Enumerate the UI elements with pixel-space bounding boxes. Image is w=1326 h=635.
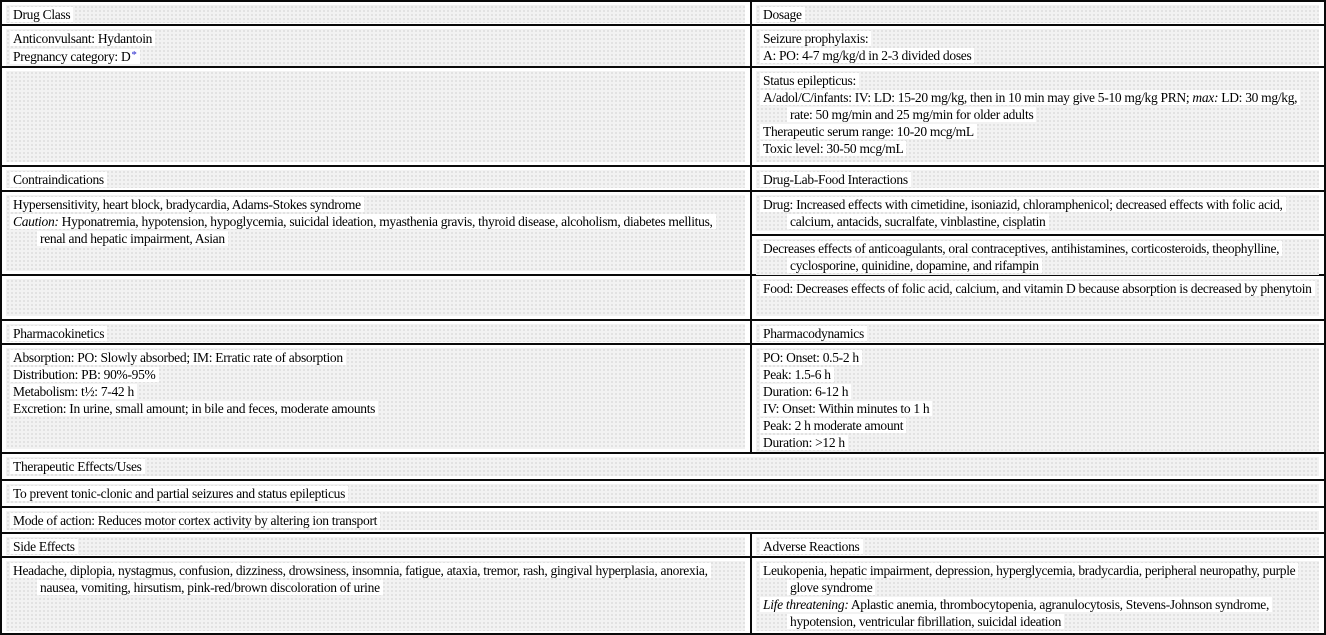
- anticonvulsant-line: Anticonvulsant: Hydantoin: [10, 30, 741, 47]
- empty-shade-2: [6, 279, 745, 316]
- pregnancy-category-line: Pregnancy category: D*: [10, 47, 741, 65]
- contraindications-line1: Hypersensitivity, heart block, bradycardia, Adams-Stokes syndrome: [10, 196, 741, 213]
- drug-class-content-shade: [6, 29, 745, 66]
- pd-po-onset: PO: Onset: 0.5-2 h: [760, 349, 1315, 366]
- side-effects-text: Headache, diplopia, nystagmus, confusion, dizziness, drowsiness, insomnia, fatigue, ataxia, tremor, rash, gingival hyperplasia, anorexia, nausea, vomiting, hirsutism, pink-red/brown discoloration of urine: [10, 562, 741, 596]
- row-headers-class-dosage: [2, 2, 1324, 26]
- dosage-header: Dosage: [760, 6, 1315, 22]
- cell-adverse-reactions-content: [752, 558, 1324, 634]
- food-interactions-text: Food: Decreases effects of folic acid, calcium, and vitamin D because absorption is decreased by phenytoin: [760, 280, 1315, 297]
- side-effects-content-shade: [6, 561, 745, 631]
- therapeutic-header: Therapeutic Effects/Uses: [10, 458, 1315, 474]
- row-se-ar-content: [2, 558, 1324, 634]
- cell-drug-class-header: [2, 2, 752, 24]
- row-food-interactions: [2, 276, 1324, 321]
- cell-interactions-header: [752, 167, 1324, 190]
- empty-shade-1: [6, 71, 745, 162]
- pharmacodynamics-header: Pharmacodynamics: [760, 325, 1315, 341]
- cell-decreases-effects: [752, 236, 1324, 278]
- max-label: max:: [1192, 90, 1219, 105]
- cell-mode-of-action: [2, 508, 1324, 532]
- pd-po-duration: Duration: 6-12 h: [760, 383, 1315, 400]
- dosage-header-shade: [756, 5, 1319, 23]
- side-effects-header-shade: [6, 537, 745, 555]
- cell-empty-left-1: [2, 68, 752, 165]
- life-threatening-label: Life threatening:: [763, 597, 849, 612]
- seizure-prophylaxis-shade: [756, 29, 1319, 65]
- interactions-header-shade: [756, 170, 1319, 188]
- row-class-prophylaxis: [2, 26, 1324, 68]
- adverse-reactions-header-shade: [756, 537, 1319, 555]
- decreases-effects-text: Decreases effects of anticoagulants, oral contraceptives, antihistamines, corticosteroids, theophylline, cyclosporine, quinidine, dopamine, and rifampin: [760, 240, 1315, 274]
- cell-contraindications-header: [2, 167, 752, 190]
- status-epilepticus-title: Status epilepticus:: [760, 72, 1315, 89]
- contraindications-caution: Caution: Hyponatremia, hypotension, hypoglycemia, suicidal ideation, myasthenia gravis, thyroid disease, alcoholism, diabetes mellitus, renal and hepatic impairment, Asian: [10, 213, 741, 247]
- cell-pharmacokinetics-content: [2, 345, 752, 452]
- cell-side-effects-content: [2, 558, 752, 634]
- pharmacodynamics-header-shade: [756, 324, 1319, 342]
- cell-pharmacodynamics-header: [752, 321, 1324, 343]
- drug-class-header: Drug Class: [10, 6, 741, 22]
- pharmacodynamics-content-shade: [756, 348, 1319, 452]
- contraindications-content-shade: [6, 195, 745, 271]
- mode-of-action-shade: [6, 511, 1319, 530]
- caution-label: Caution:: [13, 214, 59, 229]
- cell-seizure-prophylaxis: [752, 26, 1324, 66]
- row-mode-of-action: [2, 508, 1324, 534]
- pregnancy-asterisk: *: [131, 49, 137, 61]
- cell-status-epilepticus: [752, 68, 1324, 165]
- interactions-right-column: [752, 192, 1324, 274]
- row-headers-pk-pd: [2, 321, 1324, 345]
- row-pk-pd-content: [2, 345, 1324, 454]
- therapeutic-header-shade: [6, 457, 1319, 476]
- cell-therapeutic-header: [2, 454, 1324, 479]
- therapeutic-uses-text: To prevent tonic-clonic and partial seizures and status epilepticus: [10, 485, 1315, 502]
- drug-class-header-shade: [6, 5, 745, 23]
- interactions-header: Drug-Lab-Food Interactions: [760, 171, 1315, 187]
- food-interactions-shade: [756, 279, 1319, 316]
- cell-pharmacokinetics-header: [2, 321, 752, 343]
- row-status-epilepticus: [2, 68, 1324, 167]
- pharmacokinetics-header-shade: [6, 324, 745, 342]
- adverse-reactions-header: Adverse Reactions: [760, 538, 1315, 554]
- cell-empty-left-2: [2, 276, 752, 319]
- mode-of-action-text: Mode of action: Reduces motor cortex activity by altering ion transport: [10, 512, 1315, 529]
- cell-side-effects-header: [2, 534, 752, 556]
- pd-iv-duration: Duration: >12 h: [760, 434, 1315, 451]
- cell-dosage-header: [752, 2, 1324, 24]
- pharmacokinetics-header: Pharmacokinetics: [10, 325, 741, 341]
- adverse-reactions-content-shade: [756, 561, 1319, 631]
- cell-adverse-reactions-header: [752, 534, 1324, 556]
- therapeutic-uses-shade: [6, 484, 1319, 503]
- cell-pharmacodynamics-content: [752, 345, 1324, 452]
- pk-excretion: Excretion: In urine, small amount; in bile and feces, moderate amounts: [10, 400, 741, 417]
- pd-iv-peak: Peak: 2 h moderate amount: [760, 417, 1315, 434]
- cell-food-interactions: [752, 276, 1324, 319]
- drug-interactions-shade: [756, 195, 1319, 231]
- row-therapeutic-header: [2, 454, 1324, 481]
- toxic-level: Toxic level: 30-50 mcg/mL: [760, 140, 1315, 157]
- pk-distribution: Distribution: PB: 90%-95%: [10, 366, 741, 383]
- seizure-prophylaxis-dose: A: PO: 4-7 mg/kg/d in 2-3 divided doses: [760, 47, 1315, 64]
- adverse-reactions-line1: Leukopenia, hepatic impairment, depression, hyperglycemia, bradycardia, peripheral neuropathy, purple glove syndrome: [760, 562, 1315, 596]
- pd-po-peak: Peak: 1.5-6 h: [760, 366, 1315, 383]
- life-threatening-line: Life threatening: Aplastic anemia, thrombocytopenia, agranulocytosis, Stevens-Johnson syndrome, hypotension, ventricular fibrillation, suicidal ideation: [760, 596, 1292, 630]
- row-headers-contra-interactions: [2, 167, 1324, 192]
- contraindications-header: Contraindications: [10, 171, 741, 187]
- decreases-effects-shade: [756, 239, 1319, 275]
- row-headers-se-ar: [2, 534, 1324, 558]
- cell-drug-class-content: [2, 26, 752, 66]
- cell-therapeutic-uses: [2, 481, 1324, 506]
- pk-metabolism: Metabolism: t½: 7-42 h: [10, 383, 741, 400]
- therapeutic-serum-range: Therapeutic serum range: 10-20 mcg/mL: [760, 123, 1315, 140]
- pd-iv-onset: IV: Onset: Within minutes to 1 h: [760, 400, 1315, 417]
- pharmacokinetics-content-shade: [6, 348, 745, 449]
- drug-interactions-text: Drug: Increased effects with cimetidine, isoniazid, chloramphenicol; decreased effects with folic acid, calcium, antacids, sucralfate, vinblastine, cisplatin: [760, 196, 1315, 230]
- row-contra-interactions: [2, 192, 1324, 276]
- cell-contraindications-content: [2, 192, 752, 274]
- side-effects-header: Side Effects: [10, 538, 741, 554]
- status-epilepticus-shade: [756, 71, 1319, 162]
- cell-drug-interactions: [752, 192, 1324, 236]
- contraindications-header-shade: [6, 170, 745, 188]
- status-epilepticus-dose: A/adol/C/infants: IV: LD: 15-20 mg/kg, then in 10 min may give 5-10 mg/kg PRN; max: LD: 30 mg/kg, rate: 50 mg/min and 25 mg/min for older adults: [760, 89, 1315, 123]
- seizure-prophylaxis-title: Seizure prophylaxis:: [760, 30, 1315, 47]
- row-therapeutic-uses: [2, 481, 1324, 508]
- pk-absorption: Absorption: PO: Slowly absorbed; IM: Erratic rate of absorption: [10, 349, 741, 366]
